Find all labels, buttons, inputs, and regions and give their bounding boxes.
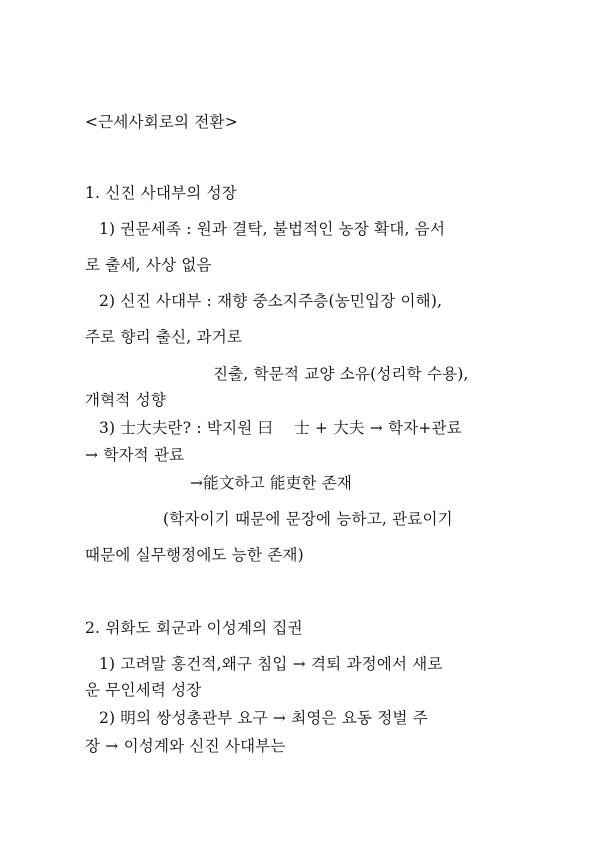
- section-1-item-3-note-line-2: 때문에 실무행정에도 능한 존재): [85, 546, 304, 564]
- section-2-item-2-line-1: 2) 明의 쌍성총관부 요구 → 최영은 요동 정벌 주: [99, 709, 428, 727]
- section-2-heading: 2. 위화도 회군과 이성계의 집권: [85, 619, 303, 637]
- section-2-item-2-line-2: 장 → 이성계와 신진 사대부는: [85, 737, 286, 755]
- section-1-heading: 1. 신진 사대부의 성장: [85, 184, 237, 202]
- section-1-item-3-cont: →能文하고 能吏한 존재: [190, 474, 353, 492]
- section-1-item-3-line-1: 3) 士大夫란? : 박지원 曰 士 + 大夫 → 학자+관료: [99, 419, 462, 437]
- section-1-item-2-cont-line-1: 진출, 학문적 교양 소유(성리학 수용),: [213, 365, 469, 383]
- section-1-item-2-line-2: 주로 향리 출신, 과거로: [85, 328, 243, 346]
- section-1-item-1-line-2: 로 출세, 사상 없음: [85, 256, 212, 274]
- section-1-item-3-note-line-1: (학자이기 때문에 문장에 능하고, 관료이기: [163, 510, 453, 528]
- document-title: <근세사회로의 전환>: [85, 113, 238, 131]
- section-1-item-2-line-1: 2) 신진 사대부 : 재향 중소지주층(농민입장 이해),: [99, 292, 443, 310]
- section-2-item-1-line-2: 운 무인세력 성장: [85, 681, 202, 699]
- section-2-item-1-line-1: 1) 고려말 홍건적,왜구 침입 → 격퇴 과정에서 새로: [99, 655, 443, 673]
- section-1-item-2-cont-line-2: 개혁적 성향: [85, 391, 166, 409]
- section-1-item-3-line-2: → 학자적 관료: [85, 446, 185, 464]
- section-1-item-1-line-1: 1) 권문세족 : 원과 결탁, 불법적인 농장 확대, 음서: [99, 220, 446, 238]
